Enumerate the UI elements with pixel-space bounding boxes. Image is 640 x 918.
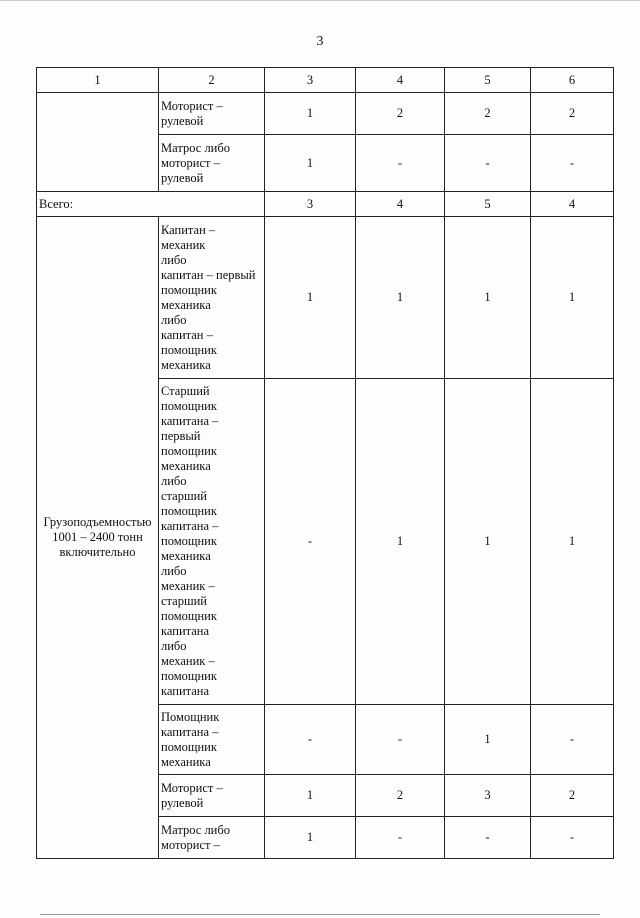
value-cell: 2 [531, 93, 614, 135]
value-cell: - [356, 135, 445, 192]
value-cell: 2 [356, 93, 445, 135]
value-cell: - [531, 705, 614, 775]
position-cell: Матрос либо моторист – рулевой [159, 135, 265, 192]
value-cell: 2 [445, 93, 531, 135]
value-cell: - [445, 817, 531, 859]
column-header: 5 [445, 68, 531, 93]
value-cell: - [356, 705, 445, 775]
value-cell: 1 [445, 217, 531, 379]
position-cell: Помощник капитана – помощник механика [159, 705, 265, 775]
value-cell: 1 [265, 93, 356, 135]
table-row [37, 93, 614, 135]
value-cell: 1 [531, 379, 614, 705]
total-value: 4 [356, 192, 445, 217]
column-header: 3 [265, 68, 356, 93]
table-row [37, 217, 614, 379]
page-top-edge [0, 0, 640, 1]
column-header: 1 [37, 68, 159, 93]
column-header: 4 [356, 68, 445, 93]
vessel-class-cell: Грузоподъемностью 1001 – 2400 тонн включительно [37, 217, 159, 859]
position-cell: Моторист – рулевой [159, 775, 265, 817]
total-label: Всего: [37, 192, 265, 217]
total-value: 4 [531, 192, 614, 217]
value-cell: 1 [445, 705, 531, 775]
table-header-row [37, 68, 614, 93]
value-cell: 1 [356, 217, 445, 379]
page-number: 3 [316, 34, 324, 49]
total-value: 5 [445, 192, 531, 217]
total-value: 3 [265, 192, 356, 217]
value-cell: - [531, 135, 614, 192]
vessel-cell-empty [37, 93, 159, 192]
crew-table [36, 67, 614, 859]
value-cell: 1 [265, 135, 356, 192]
value-cell: 3 [445, 775, 531, 817]
value-cell: 1 [265, 217, 356, 379]
value-cell: 2 [356, 775, 445, 817]
value-cell: 1 [265, 817, 356, 859]
value-cell: - [265, 705, 356, 775]
value-cell: - [356, 817, 445, 859]
position-cell: Капитан – механик либо капитан – первый помощник механика либо капитан – помощник механика [159, 217, 265, 379]
value-cell: - [531, 817, 614, 859]
value-cell: - [445, 135, 531, 192]
value-cell: 1 [265, 775, 356, 817]
position-cell: Моторист – рулевой [159, 93, 265, 135]
value-cell: 1 [445, 379, 531, 705]
total-row [37, 192, 614, 217]
column-header: 6 [531, 68, 614, 93]
position-cell: Старший помощник капитана – первый помощник механика либо старший помощник капитана – помощник механика либо механик – старший помощник капитана либо механик – помощник капитана [159, 379, 265, 705]
page-bottom-edge [40, 914, 600, 915]
position-cell: Матрос либо моторист – [159, 817, 265, 859]
value-cell: 1 [356, 379, 445, 705]
column-header: 2 [159, 68, 265, 93]
value-cell: 1 [531, 217, 614, 379]
value-cell: - [265, 379, 356, 705]
value-cell: 2 [531, 775, 614, 817]
